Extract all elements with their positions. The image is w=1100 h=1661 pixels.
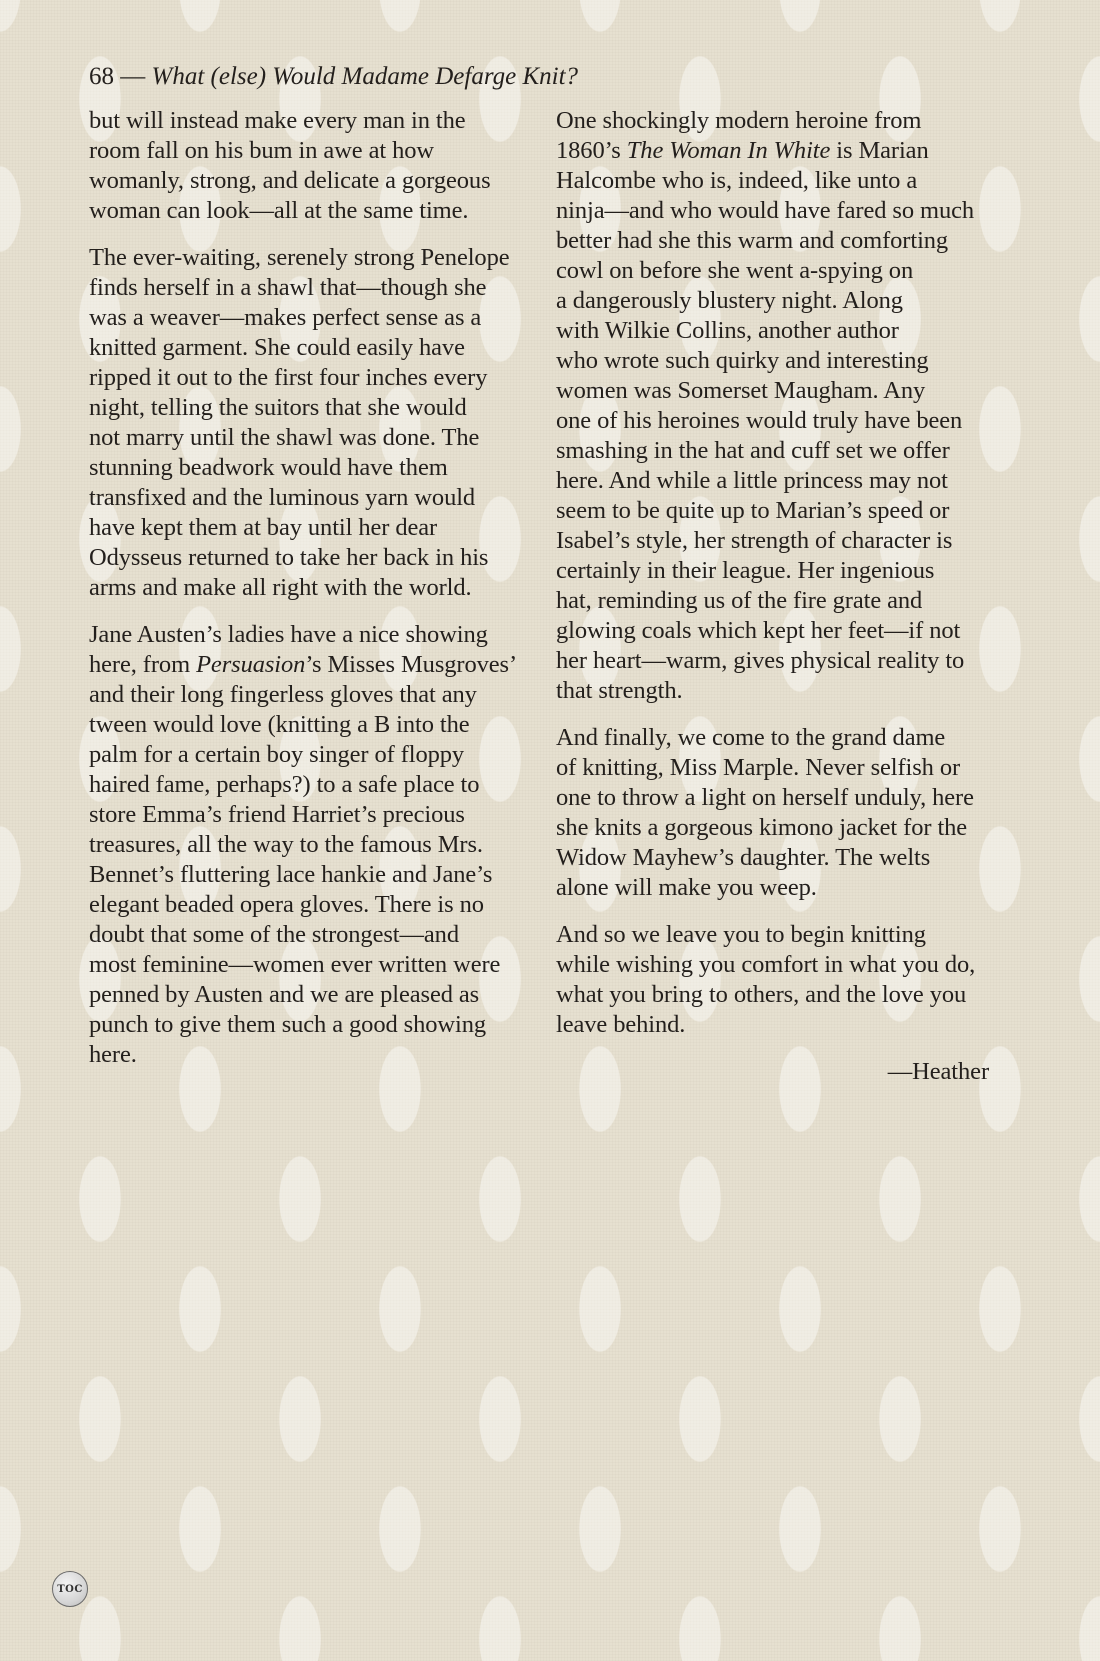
text-line: finds herself in a shawl that—though she — [89, 274, 487, 301]
text-line: her heart—warm, gives physical reality to — [556, 647, 965, 674]
paragraph-woman-in-white — [556, 106, 996, 706]
text-fragment: here, from — [89, 651, 197, 678]
text-line: punch to give them such a good showing — [89, 1011, 486, 1038]
italic-title-woman-in-white: The Woman In White — [626, 137, 831, 164]
paragraph-austen — [89, 620, 529, 1070]
text-line: hat, reminding us of the fire grate and — [556, 587, 923, 614]
text-line: certainly in their league. Her ingenious — [556, 557, 935, 584]
paragraph-miss-marple — [556, 723, 996, 903]
text-line: One shockingly modern heroine from — [556, 107, 922, 134]
text-line: cowl on before she went a-spying on — [556, 257, 914, 284]
text-line: room fall on his bum in awe at how — [89, 137, 434, 164]
right-column — [556, 106, 996, 1104]
text-line: with Wilkie Collins, another author — [556, 317, 899, 344]
running-header — [89, 62, 578, 92]
author-signature: —Heather — [887, 1058, 989, 1085]
text-line: here. — [89, 1041, 137, 1068]
text-fragment: ’s Misses Musgroves’ — [305, 651, 518, 678]
left-column — [89, 106, 529, 1087]
text-line: stunning beadwork would have them — [89, 454, 448, 481]
italic-title-persuasion: Persuasion — [196, 651, 306, 678]
text-line: she knits a gorgeous kimono jacket for the — [556, 814, 968, 841]
text-line: elegant beaded opera gloves. There is no — [89, 891, 484, 918]
text-line: women was Somerset Maugham. Any — [556, 377, 926, 404]
text-line: smashing in the hat and cuff set we offer — [556, 437, 950, 464]
text-line: treasures, all the way to the famous Mrs. — [89, 831, 483, 858]
text-line: arms and make all right with the world. — [89, 574, 472, 601]
text-line: Halcombe who is, indeed, like unto a — [556, 167, 918, 194]
text-line: but will instead make every man in the — [89, 107, 466, 134]
header-separator: — — [114, 63, 152, 90]
text-line — [89, 650, 529, 680]
text-line: ripped it out to the first four inches every — [89, 364, 488, 391]
text-line: doubt that some of the strongest—and — [89, 921, 459, 948]
text-line: night, telling the suitors that she would — [89, 394, 467, 421]
text-line: what you bring to others, and the love you — [556, 981, 967, 1008]
text-line: woman can look—all at the same time. — [89, 197, 469, 224]
text-line: Bennet’s fluttering lace hankie and Jane’s — [89, 861, 493, 888]
text-line: while wishing you comfort in what you do, — [556, 951, 976, 978]
text-line — [556, 136, 996, 166]
text-line: Widow Mayhew’s daughter. The welts — [556, 844, 931, 871]
text-line: haired fame, perhaps?) to a safe place to — [89, 771, 480, 798]
paragraph-1 — [89, 106, 529, 226]
text-line: Odysseus returned to take her back in his — [89, 544, 489, 571]
text-line: Isabel’s style, her strength of character is — [556, 527, 953, 554]
book-title: What (else) Would Madame Defarge Knit? — [151, 63, 579, 90]
text-line: one to throw a light on herself unduly, here — [556, 784, 974, 811]
page-number: 68 — [89, 63, 114, 90]
text-line: leave behind. — [556, 1011, 686, 1038]
text-line: knitted garment. She could easily have — [89, 334, 465, 361]
text-line: have kept them at bay until her dear — [89, 514, 438, 541]
text-line: here. And while a little princess may not — [556, 467, 948, 494]
paragraph-penelope — [89, 243, 529, 603]
text-line: And finally, we come to the grand dame — [556, 724, 946, 751]
text-line: penned by Austen and we are pleased as — [89, 981, 480, 1008]
text-line: tween would love (knitting a B into the — [89, 711, 470, 738]
text-line: of knitting, Miss Marple. Never selfish or — [556, 754, 961, 781]
text-line: a dangerously blustery night. Along — [556, 287, 903, 314]
toc-button-label: TOC — [57, 1583, 83, 1595]
text-line: palm for a certain boy singer of floppy — [89, 741, 465, 768]
text-line: And so we leave you to begin knitting — [556, 921, 926, 948]
text-line: The ever-waiting, serenely strong Penelope — [89, 244, 510, 271]
paragraph-closing — [556, 920, 996, 1040]
text-line: better had she this warm and comforting — [556, 227, 949, 254]
text-line: glowing coals which kept her feet—if not — [556, 617, 961, 644]
text-line: not marry until the shawl was done. The — [89, 424, 480, 451]
text-line: Jane Austen’s ladies have a nice showing — [89, 621, 488, 648]
text-line: one of his heroines would truly have been — [556, 407, 963, 434]
text-line: ninja—and who would have fared so much — [556, 197, 975, 224]
text-line: seem to be quite up to Marian’s speed or — [556, 497, 950, 524]
text-line: womanly, strong, and delicate a gorgeous — [89, 167, 491, 194]
text-line: and their long fingerless gloves that any — [89, 681, 477, 708]
toc-button[interactable] — [52, 1571, 88, 1607]
text-line: store Emma’s friend Harriet’s precious — [89, 801, 465, 828]
text-line: most feminine—women ever written were — [89, 951, 501, 978]
text-line: that strength. — [556, 677, 683, 704]
text-fragment: is Marian — [830, 137, 929, 164]
text-line: who wrote such quirky and interesting — [556, 347, 929, 374]
text-line: alone will make you weep. — [556, 874, 817, 901]
text-line: transfixed and the luminous yarn would — [89, 484, 476, 511]
text-line: was a weaver—makes perfect sense as a — [89, 304, 482, 331]
text-fragment: 1860’s — [556, 137, 627, 164]
